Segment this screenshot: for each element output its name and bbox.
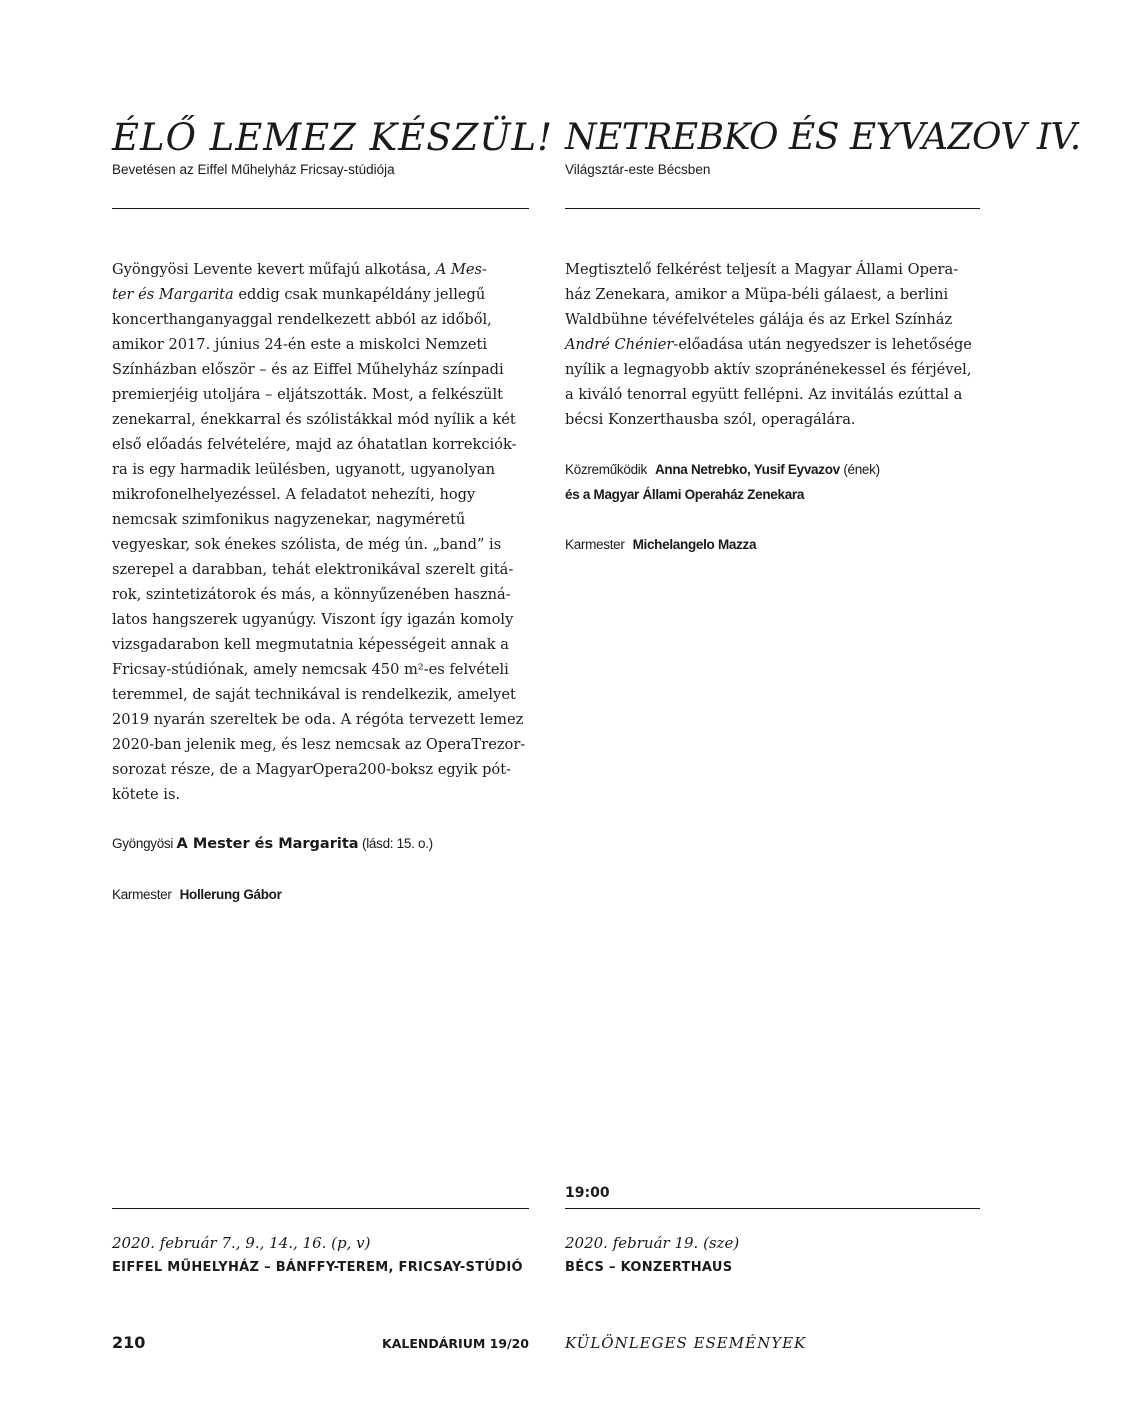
body-line: vizsgadarabon kell megmutatnia képességeit annak a: [112, 636, 509, 653]
right-article-subtitle: Világsztár-este Bécsben: [565, 162, 711, 177]
body-line: Színházban először – és az Eiffel Műhelyház színpadi: [112, 361, 504, 378]
body-line: rok, szintetizátorok és más, a könnyűzenében haszná-: [112, 586, 511, 603]
body-line: bécsi Konzerthausba szól, operagálára.: [565, 411, 856, 428]
conductor-label: Karmester: [112, 887, 172, 902]
left-bottom-divider: [112, 1208, 529, 1209]
body-line: kötete is.: [112, 786, 181, 803]
section-name: KÜLÖNLEGES ESEMÉNYEK: [565, 1334, 807, 1352]
body-line: Gyöngyösi Levente kevert műfajú alkotása, A Mes-: [112, 261, 487, 278]
right-event-date: 2020. február 19. (sze): [565, 1234, 740, 1252]
left-article-subtitle: Bevetésen az Eiffel Műhelyház Fricsay-stúdiója: [112, 162, 395, 177]
body-line: vegyeskar, sok énekes szólista, de még ún. „band” is: [112, 536, 502, 553]
right-event-time: 19:00: [565, 1185, 610, 1201]
right-bottom-divider: [565, 1208, 980, 1209]
performers-names: Anna Netrebko, Yusif Eyvazov: [654, 462, 840, 477]
body-line: mikrofonelhelyezéssel. A feladatot nehezíti, hogy: [112, 486, 476, 503]
left-event-venue: EIFFEL MŰHELYHÁZ – BÁNFFY-TEREM, FRICSAY-STÚDIÓ: [112, 1260, 523, 1275]
left-article-body: [112, 257, 529, 807]
body-line: a kiváló tenorral együtt fellépni. Az invitálás ezúttal a: [565, 386, 963, 403]
body-line: ter és Margarita eddig csak munkapéldány jellegű: [112, 286, 486, 303]
body-line: 2019 nyarán szereltek be oda. A régóta tervezett lemez: [112, 711, 524, 728]
body-line: első előadás felvételére, majd az óhatatlan korrekciók-: [112, 436, 517, 453]
work-note: (lásd: 15. o.): [362, 836, 433, 851]
body-line: nyílik a legnagyobb aktív szopránénekessel és férjével,: [565, 361, 972, 378]
left-event-date: 2020. február 7., 9., 14., 16. (p, v): [112, 1234, 371, 1252]
right-article-title: NETREBKO ÉS EYVAZOV IV.: [565, 117, 1081, 158]
body-line: ra is egy harmadik leülésben, ugyanott, ugyanolyan: [112, 461, 495, 478]
conductor-label: Karmester: [565, 537, 625, 552]
work-composer: Gyöngyösi: [112, 836, 174, 851]
body-line: André Chénier-előadása után negyedszer is lehetősége: [565, 336, 972, 353]
right-event-venue: BÉCS – KONZERTHAUS: [565, 1260, 733, 1275]
publication-name: KALENDÁRIUM 19/20: [382, 1336, 529, 1351]
body-line: latos hangszerek ugyanúgy. Viszont így igazán komoly: [112, 611, 514, 628]
left-conductor-credit: [112, 882, 282, 907]
page-number: 210: [112, 1333, 146, 1352]
conductor-name: Hollerung Gábor: [179, 887, 282, 902]
right-top-divider: [565, 208, 980, 209]
body-line: teremmel, de saját technikával is rendelkezik, amelyet: [112, 686, 516, 703]
performers-credit-line2: és a Magyar Állami Operaház Zenekara: [565, 487, 805, 502]
body-line: amikor 2017. június 24-én este a miskolci Nemzeti: [112, 336, 488, 353]
conductor-name: Michelangelo Mazza: [632, 537, 757, 552]
left-top-divider: [112, 208, 529, 209]
body-line: premierjéig utoljára – eljátszották. Most, a felkészült: [112, 386, 503, 403]
left-article-title: ÉLŐ LEMEZ KÉSZÜL!: [112, 116, 553, 159]
body-line: zenekarral, énekkarral és szólistákkal mód nyílik a két: [112, 411, 516, 428]
body-line: sorozat része, de a MagyarOpera200-boksz egyik pót-: [112, 761, 511, 778]
right-conductor-credit: [565, 532, 756, 557]
body-line: nemcsak szimfonikus nagyzenekar, nagyméretű: [112, 511, 466, 528]
right-article-body: [565, 257, 980, 432]
body-line: 2020-ban jelenik meg, és lesz nemcsak az OperaTrezor-: [112, 736, 526, 753]
body-line: Waldbühne tévéfelvételes gálája és az Erkel Színház: [565, 311, 953, 328]
performers-label: Közreműködik: [565, 462, 647, 477]
work-credit: [112, 831, 433, 857]
body-line: koncerthanganyaggal rendelkezett abból az időből,: [112, 311, 492, 328]
work-title: A Mester és Margarita: [176, 836, 359, 852]
performers-credit: [565, 457, 880, 482]
body-line: szerepel a darabban, tehát elektronikával szerelt gitá-: [112, 561, 514, 578]
body-line: Fricsay-stúdiónak, amely nemcsak 450 m²-es felvételi: [112, 661, 509, 678]
body-line: ház Zenekara, amikor a Müpa-béli gálaest, a berlini: [565, 286, 949, 303]
performers-note: (ének): [843, 462, 880, 477]
body-line: Megtisztelő felkérést teljesít a Magyar Állami Opera-: [565, 261, 959, 278]
